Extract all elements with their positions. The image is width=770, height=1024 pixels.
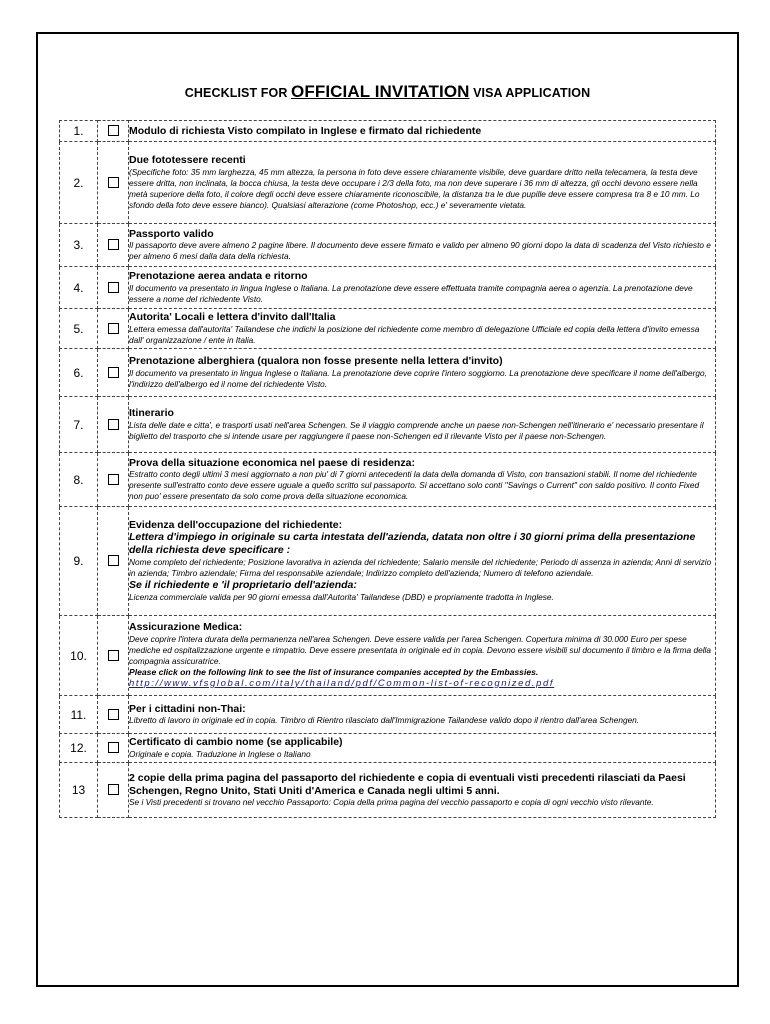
checklist-row <box>60 349 716 397</box>
checkbox[interactable] <box>108 125 119 136</box>
checkbox[interactable] <box>108 282 119 293</box>
checklist-row <box>60 696 716 734</box>
item-number: 4. <box>60 267 98 309</box>
item-heading: Assicurazione Medica: <box>129 621 243 634</box>
item-heading: Per i cittadini non-Thai: <box>129 702 246 715</box>
title-prefix: CHECKLIST FOR <box>184 86 292 100</box>
checkbox[interactable] <box>108 555 119 566</box>
item-description: Deve coprire l'intera durata della permanenza nell'area Schengen. Deve essere valida per l'area Schengen. Copertura minima di 30.000 Euro per spese mediche ed ospitalizzazione urgente e rimpatrio. Deve essere presentata in originale ed in copia. Devono essere visibili sul documento il timbro e la firma della compagnia assicuratrice. <box>129 633 712 666</box>
insurance-list-link[interactable]: http://www.vfsglobal.com/italy/thailand/pdf/Common-list-of-recognized.pdf <box>129 677 555 689</box>
item-heading: Evidenza dell'occupazione del richiedente: <box>129 518 343 531</box>
item-number: 1. <box>60 121 98 142</box>
title-suffix: VISA APPLICATION <box>469 86 591 100</box>
item-description: Licenza commerciale valida per 90 giorni emessa dall'Autorita' Tailandese (DBD) e propriamente tradotta in Inglese. <box>129 592 554 603</box>
page-title <box>40 82 735 102</box>
item-description: (Specifiche foto: 35 mm larghezza, 45 mm altezza, la persona in foto deve essere chiaramente visibile, deve guardare dritto nella telecamera, la testa deve essere dritta, non inclinata, la bocca chiusa, la testa deve occupare i 2/3 della foto, ma non deve superare i 36 mm di altezza, gli occhi devono essere nella metà superiore della foto, il colore degli occhi deve essere chiaramente riconoscibile, la distanza tra le due pupille deve essere compresa tra 8 e 10 mm. Lo sfondo della foto deve essere bianco). Qualsiasi alterazione (come Photoshop, ecc.) e' severamente vietata. <box>129 166 700 210</box>
item-description: Libretto di lavoro in originale ed in copia. Timbro di Rientro rilasciato dall'Immigrazione Tailandese valido dopo il rientro dall'area Schengen. <box>129 715 640 726</box>
item-number: 8. <box>60 453 98 507</box>
item-description: Il documento va presentato in lingua Inglese o Italiana. La prenotazione deve coprire l'intero soggiorno. La prenotazione deve specificare il nome dell'albergo, l'indirizzo dell'albergo ed il nome del richiedente Visto. <box>129 367 707 389</box>
item-number: 7. <box>60 397 98 453</box>
item-number: 5. <box>60 309 98 349</box>
item-heading: Passporto valido <box>129 227 214 240</box>
item-note: Please click on the following link to see the list of insurance companies accepted by the Embassies. <box>129 666 539 677</box>
checklist-row <box>60 507 716 616</box>
item-number: 2. <box>60 142 98 224</box>
item-heading: Due fototessere recenti <box>129 154 246 167</box>
item-heading: Itinerario <box>129 407 174 420</box>
checklist-row <box>60 734 716 763</box>
item-heading: Prenotazione alberghiera (qualora non fosse presente nella lettera d'invito) <box>129 355 503 368</box>
item-description: Lettera emessa dall'autorita' Tailandese che indichi la posizione del richiedente come membro di delegazione Ufficiale ed copia della lettera d'invito emessa dall' organizzazione / ente in Italia. <box>129 323 700 345</box>
item-description: Se i Visti precedenti si trovano nel vecchio Passaporto: Copia della prima pagina del vecchio passaporto e copia di ogni vecchio visto rilevante. <box>129 797 654 807</box>
item-number: 11. <box>60 696 98 734</box>
checkbox[interactable] <box>108 177 119 188</box>
item-description: Lista delle date e citta', e trasporti usati nell'area Schengen. Se il viaggio comprende anche un paese non-Schengen nell'itinerario e' necessario presentare il biglietto del trasporto che si intende usare per raggiungere il paese non-Schengen ed il rilevante Visto per il paese non-Schengen. <box>129 419 704 441</box>
checkbox[interactable] <box>108 419 119 430</box>
item-number: 10. <box>60 616 98 696</box>
item-heading: Prenotazione aerea andata e ritorno <box>129 270 308 283</box>
checklist-table <box>59 120 716 818</box>
checkbox[interactable] <box>108 323 119 334</box>
checkbox[interactable] <box>108 239 119 250</box>
item-heading: 2 copie della prima pagina del passaporto del richiedente e copia di eventuali visti precedenti rilasciati da Paesi Schengen, Regno Unito, Stati Uniti d'America e Canada negli ultimi 5 anni. <box>129 772 686 797</box>
item-heading: Certificato di cambio nome (se applicabile) <box>129 736 343 749</box>
checklist-row <box>60 309 716 349</box>
checklist-row <box>60 453 716 507</box>
item-subheading: Lettera d'impiego in originale su carta intestata dell'azienda, datata non oltre i 30 giorni prima della presentazione della richiesta deve specificare : <box>129 531 696 557</box>
checkbox[interactable] <box>108 367 119 378</box>
checklist-row <box>60 121 716 142</box>
checkbox[interactable] <box>108 784 119 795</box>
item-description: Il passaporto deve avere almeno 2 pagine libere. Il documento deve essere firmato e valido per almeno 90 giorni dopo la data di scadenza del Visto richiesto e per almeno 6 mesi dalla data della richiesta. <box>129 240 711 262</box>
checklist-row <box>60 142 716 224</box>
item-subheading: Se il richiedente e 'il proprietario dell'azienda: <box>129 579 357 592</box>
item-heading: Prova della situazione economica nel paese di residenza: <box>129 456 415 469</box>
checklist-row <box>60 616 716 696</box>
item-heading: Autorita' Locali e lettera d'invito dall'Italia <box>129 311 336 324</box>
checkbox[interactable] <box>108 709 119 720</box>
item-description: Estratto conto degli ultimi 3 mesi aggiornato a non piu' di 7 giorni antecedenti la data della domanda di Visto, con transazioni stabili. Il nome del richiedente presente sull'estratto conto deve essere uguale a quello scritto sul passaporto. Si accettano solo conti "Savings o Current" con saldo positivo. Il conto Fixed non puo' essere presentato da solo come prova della situazione economica. <box>129 469 700 502</box>
item-number: 3. <box>60 224 98 267</box>
item-number: 9. <box>60 507 98 616</box>
item-description: Nome completo del richiedente; Posizione lavorativa in azienda del richiedente; Salario mensile del richiedente; Periodo di assenza in azienda; Anni di servizio in azienda; Timbro aziendale; Firma del responsabile aziendale; Indirizzo completo dell'azienda; Numero di telefono aziendale. <box>129 557 712 579</box>
checklist-row <box>60 224 716 267</box>
item-heading: Modulo di richiesta Visto compilato in Inglese e firmato dal richiedente <box>129 124 482 137</box>
checklist-row <box>60 397 716 453</box>
item-number: 13 <box>60 763 98 818</box>
checkbox[interactable] <box>108 474 119 485</box>
item-number: 6. <box>60 349 98 397</box>
item-description: Originale e copia. Traduzione in Inglese o Italiano <box>129 748 311 759</box>
checkbox[interactable] <box>108 650 119 661</box>
checklist-row <box>60 763 716 818</box>
checklist-row <box>60 267 716 309</box>
item-number: 12. <box>60 734 98 763</box>
title-main: OFFICIAL INVITATION <box>291 82 470 101</box>
item-description: Il documento va presentato in lingua Inglese o Italiana. La prenotazione deve essere effettuata tramite compagnia aerea o agenzia. La prenotazione deve essere a nome del richiedente Visto. <box>129 282 693 304</box>
checkbox[interactable] <box>108 742 119 753</box>
